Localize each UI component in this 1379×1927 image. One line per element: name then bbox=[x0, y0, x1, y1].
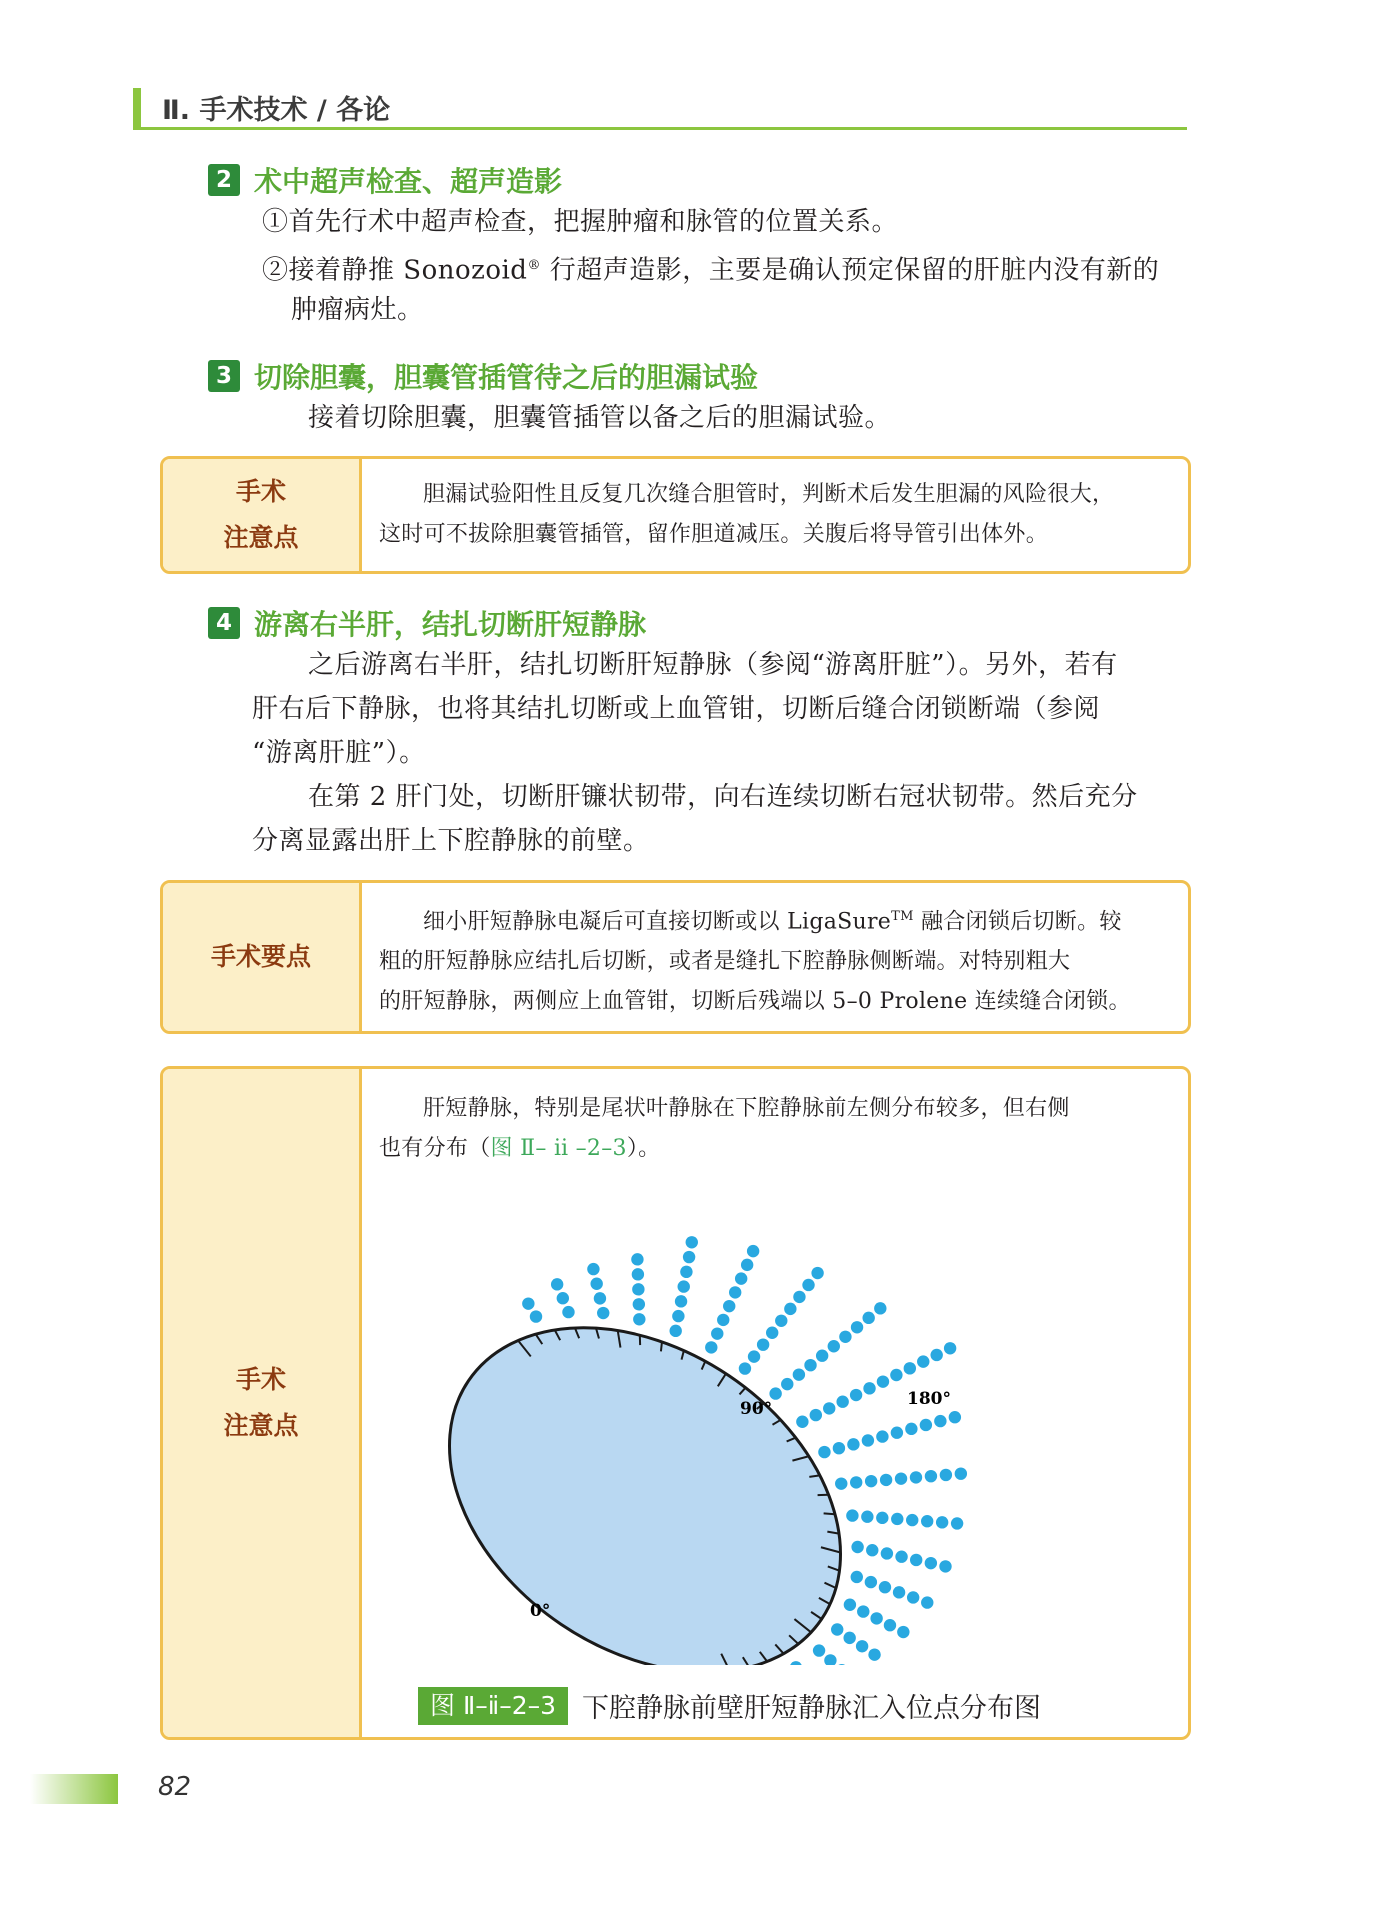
vein-entry-dot bbox=[816, 1350, 828, 1362]
vein-entry-dot bbox=[905, 1423, 917, 1435]
vein-entry-dot bbox=[836, 1664, 848, 1665]
vein-entry-dot bbox=[917, 1355, 929, 1367]
caution-text: 肝短静脉，特别是尾状叶静脉在下腔静脉前左侧分布较多，但右侧 也有分布（图 Ⅱ– ⅱ –2–3）。 bbox=[379, 1096, 1070, 1161]
vein-entry-dot bbox=[633, 1313, 645, 1325]
vein-entry-dot bbox=[717, 1314, 729, 1326]
vein-entry-dot bbox=[934, 1415, 946, 1427]
vein-entry-dot bbox=[949, 1411, 961, 1423]
paragraph: 接着切除胆囊，胆囊管插管以备之后的胆漏试验。 bbox=[308, 403, 892, 433]
vein-entry-dot bbox=[831, 1623, 843, 1635]
vein-entry-dot bbox=[936, 1516, 948, 1528]
vein-entry-dot bbox=[723, 1300, 735, 1312]
vein-entry-dot bbox=[874, 1302, 886, 1314]
vein-entry-dot bbox=[590, 1278, 602, 1290]
section-3-heading bbox=[208, 356, 758, 396]
vein-entry-dot bbox=[861, 1511, 873, 1523]
vein-entry-dot bbox=[891, 1427, 903, 1439]
figure-number: 图 Ⅱ–ⅱ–2–3 bbox=[418, 1687, 568, 1725]
paragraph: ②接着静推 Sonozoid® 行超声造影，主要是确认预定保留的肝脏内没有新的 bbox=[262, 255, 1160, 286]
caution-label: 手术 注意点 bbox=[163, 459, 362, 571]
vein-entry-dot bbox=[522, 1297, 534, 1309]
section-number-badge: 4 bbox=[208, 607, 240, 639]
vein-entry-dot bbox=[811, 1267, 823, 1279]
vein-entry-dot bbox=[766, 1327, 778, 1339]
vein-entry-dot bbox=[862, 1312, 874, 1324]
vein-entry-dot bbox=[851, 1571, 863, 1583]
vein-entry-dot bbox=[910, 1554, 922, 1566]
vein-entry-dot bbox=[843, 1632, 855, 1644]
vein-entry-dot bbox=[851, 1541, 863, 1553]
vein-entry-dot bbox=[850, 1476, 862, 1488]
vein-entry-dot bbox=[796, 1416, 808, 1428]
vein-entry-dot bbox=[925, 1470, 937, 1482]
angle-label-90: 90° bbox=[740, 1399, 773, 1419]
vein-entry-dot bbox=[921, 1596, 933, 1608]
vein-entry-dot bbox=[669, 1325, 681, 1337]
vein-entry-dot bbox=[951, 1517, 963, 1529]
vein-entry-dot bbox=[876, 1512, 888, 1524]
vein-entry-dot bbox=[865, 1475, 877, 1487]
section-title: 切除胆囊，胆囊管插管待之后的胆漏试验 bbox=[254, 361, 759, 394]
figure-reference-link[interactable]: 图 Ⅱ– ⅱ –2–3 bbox=[490, 1136, 627, 1161]
paragraph: 肿瘤病灶。 bbox=[291, 295, 424, 325]
vein-entry-dot bbox=[813, 1644, 825, 1656]
paragraph: 之后游离右半肝，结扎切断肝短静脉（参阅“游离肝脏”）。另外，若有 bbox=[308, 650, 1118, 680]
vein-entry-dot bbox=[939, 1560, 951, 1572]
vein-entry-dot bbox=[823, 1402, 835, 1414]
vein-entry-dot bbox=[632, 1268, 644, 1280]
vein-entry-dot bbox=[876, 1430, 888, 1442]
vein-entry-dot bbox=[784, 1303, 796, 1315]
vein-entry-dot bbox=[940, 1469, 952, 1481]
section-2-heading bbox=[208, 160, 562, 200]
paragraph: “游离肝脏”）。 bbox=[252, 738, 426, 768]
vein-entry-dot bbox=[897, 1626, 909, 1638]
vein-entry-dot bbox=[906, 1514, 918, 1526]
vein-entry-dot bbox=[631, 1253, 643, 1265]
vein-entry-dot bbox=[846, 1509, 858, 1521]
vein-entry-dot bbox=[828, 1340, 840, 1352]
vein-entry-dot bbox=[594, 1292, 606, 1304]
vein-entry-dot bbox=[850, 1389, 862, 1401]
caution-box bbox=[160, 456, 1191, 574]
vein-entry-dot bbox=[683, 1251, 695, 1263]
vein-entry-dot bbox=[675, 1295, 687, 1307]
paragraph: 在第 2 肝门处，切断肝镰状韧带，向右连续切断右冠状韧带。然后充分 bbox=[308, 782, 1138, 812]
key-point-text: 细小肝短静脉电凝后可直接切断或以 LigaSure™ 融合闭锁后切断。较 粗的肝短静脉应结扎后切断，或者是缝扎下腔静脉侧断端。对特别粗大 的肝短静脉，两侧应上血管钳，切断后残端以 5–0 Prolene 连续缝合闭锁。 bbox=[379, 909, 1131, 1015]
vein-entry-dot bbox=[835, 1477, 847, 1489]
vein-entry-dot bbox=[891, 1513, 903, 1525]
vein-entry-dot bbox=[907, 1591, 919, 1603]
vein-entry-dot bbox=[857, 1605, 869, 1617]
vein-entry-dot bbox=[705, 1341, 717, 1353]
vein-entry-dot bbox=[862, 1434, 874, 1446]
vein-entry-dot bbox=[921, 1515, 933, 1527]
section-4-heading bbox=[208, 603, 646, 643]
caution-label: 手术 注意点 bbox=[163, 1069, 362, 1737]
vein-entry-dot bbox=[881, 1547, 893, 1559]
angle-label-180: 180° bbox=[907, 1389, 951, 1409]
figure-title: 下腔静脉前壁肝短静脉汇入位点分布图 bbox=[582, 1693, 1042, 1724]
angle-tick bbox=[824, 1513, 835, 1514]
vein-entry-dot bbox=[925, 1557, 937, 1569]
vein-entry-dot bbox=[884, 1619, 896, 1631]
vein-entry-dot bbox=[793, 1291, 805, 1303]
vein-entry-dot bbox=[836, 1396, 848, 1408]
vein-entry-dot bbox=[863, 1382, 875, 1394]
vein-entry-dot bbox=[904, 1362, 916, 1374]
vein-entry-dot bbox=[672, 1310, 684, 1322]
header-rule bbox=[133, 127, 1187, 130]
vein-entry-dot bbox=[868, 1648, 880, 1660]
vein-entry-dot bbox=[955, 1467, 967, 1479]
vein-entry-dot bbox=[851, 1321, 863, 1333]
vein-entry-dot bbox=[686, 1236, 698, 1248]
vein-entry-dot bbox=[930, 1349, 942, 1361]
vein-entry-dot bbox=[632, 1283, 644, 1295]
vein-entry-dot bbox=[597, 1307, 609, 1319]
vein-entry-dot bbox=[678, 1280, 690, 1292]
vein-entry-dot bbox=[833, 1442, 845, 1454]
paragraph: ①首先行术中超声检查，把握肿瘤和脉管的位置关系。 bbox=[262, 207, 899, 237]
paragraph: 肝右后下静脉，也将其结扎切断或上血管钳，切断后缝合闭锁断端（参阅 bbox=[252, 694, 1101, 724]
vein-entry-dot bbox=[562, 1306, 574, 1318]
vein-entry-dot bbox=[880, 1474, 892, 1486]
vein-entry-dot bbox=[847, 1438, 859, 1450]
vein-entry-dot bbox=[890, 1369, 902, 1381]
vein-entry-dot bbox=[735, 1272, 747, 1284]
vein-entry-dot bbox=[865, 1576, 877, 1588]
vein-entry-dot bbox=[844, 1599, 856, 1611]
angle-tick bbox=[661, 1342, 662, 1351]
vein-entry-dot bbox=[802, 1279, 814, 1291]
vein-entry-dot bbox=[757, 1338, 769, 1350]
vein-entry-dot bbox=[633, 1298, 645, 1310]
section-number-badge: 3 bbox=[208, 360, 240, 392]
key-point-box bbox=[160, 880, 1191, 1034]
section-title: 游离右半肝，结扎切断肝短静脉 bbox=[254, 608, 647, 641]
vein-entry-dot bbox=[879, 1581, 891, 1593]
vein-entry-dot bbox=[804, 1359, 816, 1371]
footer-accent-bar bbox=[30, 1774, 118, 1804]
running-header: Ⅱ. 手术技术 / 各论 bbox=[162, 95, 391, 126]
vein-entry-dot bbox=[824, 1654, 836, 1665]
vein-entry-dot bbox=[839, 1331, 851, 1343]
vein-entry-dot bbox=[741, 1259, 753, 1271]
vein-entry-dot bbox=[775, 1315, 787, 1327]
vein-entry-dot bbox=[818, 1446, 830, 1458]
vein-entry-dot bbox=[870, 1612, 882, 1624]
vein-entry-dot bbox=[895, 1472, 907, 1484]
vein-entry-dot bbox=[739, 1362, 751, 1374]
vein-entry-dot bbox=[587, 1263, 599, 1275]
section-title: 术中超声检查、超声造影 bbox=[254, 165, 563, 198]
vein-entry-dot bbox=[856, 1640, 868, 1652]
vein-entry-dot bbox=[810, 1409, 822, 1421]
caution-text: 胆漏试验阳性且反复几次缝合胆管时，判断术后发生胆漏的风险很大， 这时可不拔除胆囊管插管，留作胆道减压。关腹后将导管引出体外。 bbox=[379, 482, 1115, 547]
ivc-cross-section bbox=[420, 1257, 905, 1665]
vein-entry-dot bbox=[530, 1310, 542, 1322]
section-number-badge: 2 bbox=[208, 164, 240, 196]
vein-entry-dot bbox=[711, 1327, 723, 1339]
vein-entry-dot bbox=[793, 1368, 805, 1380]
vein-entry-dot bbox=[920, 1419, 932, 1431]
vein-entry-dot bbox=[769, 1387, 781, 1399]
vein-entry-dot bbox=[877, 1375, 889, 1387]
angle-label-0: 0° bbox=[530, 1601, 551, 1621]
header-accent-bar bbox=[133, 88, 141, 128]
vein-entry-dot bbox=[557, 1292, 569, 1304]
paragraph: 分离显露出肝上下腔静脉的前壁。 bbox=[252, 826, 650, 856]
vein-entry-dot bbox=[944, 1342, 956, 1354]
vein-entry-dot bbox=[910, 1471, 922, 1483]
vein-entry-dot bbox=[747, 1245, 759, 1257]
vein-entry-dot bbox=[893, 1586, 905, 1598]
vein-entry-dot bbox=[781, 1378, 793, 1390]
key-point-label: 手术要点 bbox=[163, 883, 362, 1031]
vein-entry-dot bbox=[680, 1266, 692, 1278]
vein-entry-dot bbox=[866, 1544, 878, 1556]
vein-entry-dot bbox=[729, 1286, 741, 1298]
vein-entry-dot bbox=[551, 1278, 563, 1290]
vein-entry-dot bbox=[790, 1661, 802, 1665]
figure-caption bbox=[418, 1686, 1041, 1725]
page-number: 82 bbox=[158, 1772, 192, 1802]
vein-entry-dot bbox=[748, 1350, 760, 1362]
ivc-entry-distribution-figure bbox=[420, 1185, 1040, 1665]
vein-entry-dot bbox=[895, 1551, 907, 1563]
